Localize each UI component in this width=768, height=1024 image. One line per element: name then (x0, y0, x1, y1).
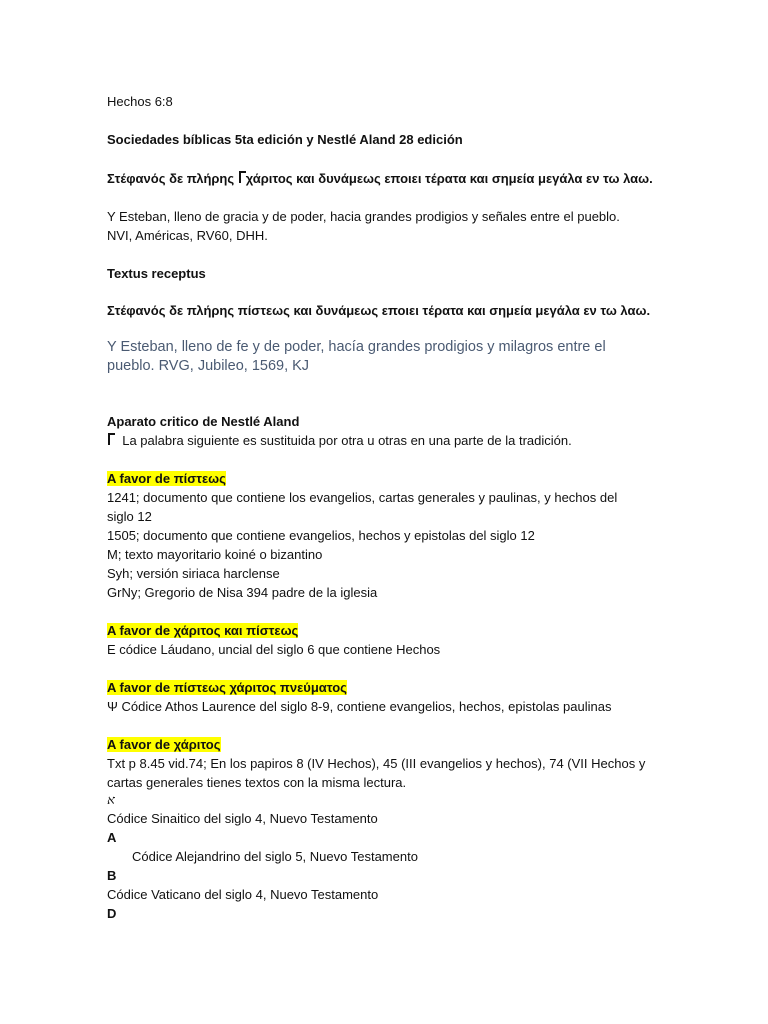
witness-line: siglo 12 (107, 509, 152, 524)
section-heading-pneumatos (107, 678, 347, 697)
substitution-marker-icon (107, 433, 115, 446)
witness-line: Txt p 8.45 vid.74; En los papiros 8 (IV Hechos), 45 (III evangelios y hechos), 74 (VII Hechos y (107, 756, 646, 771)
verse-reference: Hechos 6:8 (107, 94, 173, 109)
witness-line: GrNy; Gregorio de Nisa 394 padre de la iglesia (107, 585, 378, 600)
highlighted-heading: A favor de χάριτος και πίστεως (107, 623, 299, 638)
greek-text-na28-start: Στέφανός δε πλήρης (107, 171, 238, 186)
witness-line: 1505; documento que contiene evangelios, hechos y epistolas del siglo 12 (107, 528, 535, 543)
witness-line: 1241; documento que contiene los evangelios, cartas generales y paulinas, y hechos del (107, 490, 618, 505)
editions-heading: Sociedades bíblicas 5ta edición y Nestlé Aland 28 edición (107, 132, 463, 147)
translation-2-line-1: Y Esteban, lleno de fe y de poder, hacía grandes prodigios y milagros entre el (107, 339, 606, 355)
translation-1-versions: NVI, Américas, RV60, DHH. (107, 228, 268, 243)
section-heading-pisteos (107, 469, 226, 488)
translation-2-line-2: pueblo. RVG, Jubileo, 1569, KJ (107, 358, 310, 374)
sigil-d: D (107, 906, 117, 921)
section-heading-charitos-pisteos (107, 621, 298, 640)
sigil-aleph: א (107, 793, 115, 808)
greek-text-na28 (107, 169, 653, 188)
highlighted-heading: A favor de χάριτος (107, 737, 221, 752)
apparatus-heading: Aparato critico de Nestlé Aland (107, 414, 300, 429)
witness-line: Ψ Códice Athos Laurence del siglo 8-9, contiene evangelios, hechos, epistolas paulinas (107, 699, 612, 714)
substitution-marker-icon (238, 171, 246, 184)
witness-line: Códice Sinaitico del siglo 4, Nuevo Testamento (107, 811, 378, 826)
witness-line: Syh; versión siriaca harclense (107, 566, 280, 581)
witness-line: Códice Vaticano del siglo 4, Nuevo Testamento (107, 887, 379, 902)
sigil-b: B (107, 868, 117, 883)
section-heading-charitos (107, 735, 221, 754)
apparatus-note-text: La palabra siguiente es sustituida por otra u otras en una parte de la tradición. (122, 433, 572, 448)
witness-line: E códice Láudano, uncial del siglo 6 que contiene Hechos (107, 642, 441, 657)
sigil-a: A (107, 830, 117, 845)
apparatus-note (107, 431, 572, 450)
translation-1: Y Esteban, lleno de gracia y de poder, hacia grandes prodigios y señales entre el pueblo. (107, 209, 620, 224)
greek-text-tr: Στέφανός δε πλήρης πίστεως και δυνάμεως εποιει τέρατα και σημεία μεγάλα εν τω λαω. (107, 303, 651, 318)
textus-receptus-heading: Textus receptus (107, 266, 206, 281)
highlighted-heading: A favor de πίστεως χάριτος πνεύματος (107, 680, 347, 695)
witness-line: cartas generales tienes textos con la misma lectura. (107, 775, 407, 790)
highlighted-heading: A favor de πίστεως (107, 471, 226, 486)
witness-line: Códice Alejandrino del siglo 5, Nuevo Testamento (132, 849, 418, 864)
greek-text-na28-end: χάριτος και δυνάμεως εποιει τέρατα και σημεία μεγάλα εν τω λαω. (245, 171, 653, 186)
witness-line: M; texto mayoritario koiné o bizantino (107, 547, 323, 562)
